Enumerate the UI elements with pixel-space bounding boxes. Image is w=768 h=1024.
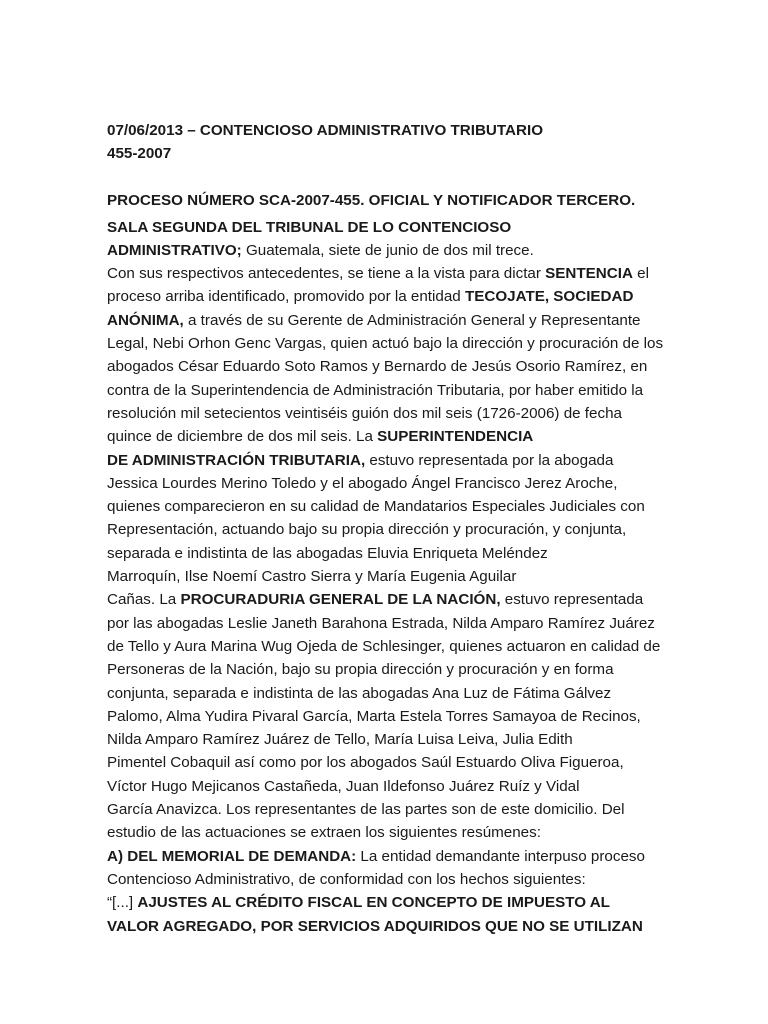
paragraph-line: Pimentel Cobaquil así como por los abogados Saúl Estuardo Oliva Figueroa, — [107, 754, 624, 772]
text-run: Con sus respectivos antecedentes, se tiene a la vista para dictar — [107, 265, 546, 283]
text-run: a través de su Gerente de Administración General y Representante — [183, 311, 641, 329]
paragraph-line: contra de la Superintendencia de Administración Tributaria, por haber emitido la — [107, 381, 644, 399]
text-run: quince de diciembre de dos mil seis. La — [107, 428, 378, 446]
paragraph-line: SALA SEGUNDA DEL TRIBUNAL DE LO CONTENCIOSO — [107, 218, 512, 236]
paragraph-line: resolución mil setecientos veintiséis guión dos mil seis (1726-2006) de fecha — [107, 404, 622, 422]
bold-run: DE ADMINISTRACIÓN TRIBUTARIA, — [107, 451, 366, 469]
paragraph-line: Personeras de la Nación, bajo su propia dirección y procuración y en forma — [107, 661, 614, 679]
text-run: Cañas. La — [107, 591, 181, 609]
bold-run: ADMINISTRATIVO; — [107, 241, 242, 259]
case-number: 455-2007 — [107, 145, 172, 163]
paragraph-line: Contencioso Administrativo, de conformidad con los hechos siguientes: — [107, 870, 586, 888]
paragraph-line — [107, 891, 687, 914]
paragraph-line — [107, 309, 687, 332]
paragraph-line — [107, 239, 687, 262]
paragraph-line: VALOR AGREGADO, POR SERVICIOS ADQUIRIDOS QUE NO SE UTILIZAN — [107, 917, 643, 935]
paragraph-line — [107, 449, 687, 472]
text-run: La entidad demandante interpuso proceso — [356, 847, 645, 865]
paragraph-line: PROCESO NÚMERO SCA-2007-455. OFICIAL Y NOTIFICADOR TERCERO. — [107, 191, 636, 209]
text-run: “[...] — [107, 894, 138, 912]
paragraph-line: abogados César Eduardo Soto Ramos y Bernardo de Jesús Osorio Ramírez, en — [107, 358, 648, 376]
paragraph-line: quienes comparecieron en su calidad de Mandatarios Especiales Judiciales con — [107, 498, 645, 516]
paragraph-line: conjunta, separada e indistinta de las abogadas Ana Luz de Fátima Gálvez — [107, 684, 612, 702]
paragraph-line: Nilda Amparo Ramírez Juárez de Tello, María Luisa Leiva, Julia Edith — [107, 731, 573, 749]
paragraph-line: separada e indistinta de las abogadas Eluvia Enriqueta Meléndez — [107, 544, 548, 562]
text-run: estuvo representada por la abogada — [365, 451, 614, 469]
paragraph-line — [107, 285, 687, 308]
text-run: el — [632, 265, 649, 283]
bold-run: SUPERINTENDENCIA — [377, 428, 534, 446]
document-page — [107, 119, 687, 938]
text-run: proceso arriba identificado, promovido por la entidad — [107, 288, 465, 306]
text-run: Guatemala, siete de junio de dos mil trece. — [241, 241, 534, 259]
paragraph-line — [107, 262, 687, 285]
text-run: estuvo representada — [500, 591, 644, 609]
paragraph-line: Marroquín, Ilse Noemí Castro Sierra y María Eugenia Aguilar — [107, 568, 517, 586]
paragraph-line — [107, 588, 687, 611]
bold-run: ANÓNIMA, — [107, 311, 184, 329]
bold-run: TECOJATE, SOCIEDAD — [464, 288, 634, 306]
paragraph-line: Legal, Nebi Orhon Genc Vargas, quien actuó bajo la dirección y procuración de los — [107, 335, 664, 353]
paragraph-line: por las abogadas Leslie Janeth Barahona Estrada, Nilda Amparo Ramírez Juárez — [107, 614, 655, 632]
bold-run: SENTENCIA — [545, 265, 633, 283]
blank-line — [107, 166, 687, 189]
paragraph-line — [107, 425, 687, 448]
paragraph-line: de Tello y Aura Marina Wug Ojeda de Schlesinger, quienes actuaron en calidad de — [107, 637, 661, 655]
paragraph-line: Víctor Hugo Mejicanos Castañeda, Juan Ildefonso Juárez Ruíz y Vidal — [107, 777, 580, 795]
paragraph-line: Palomo, Alma Yudira Pivaral García, Marta Estela Torres Samayoa de Recinos, — [107, 707, 641, 725]
bold-run: A) DEL MEMORIAL DE DEMANDA: — [107, 847, 357, 865]
bold-run: PROCURADURIA GENERAL DE LA NACIÓN, — [180, 591, 501, 609]
paragraph-line — [107, 845, 687, 868]
paragraph-line: estudio de las actuaciones se extraen los siguientes resúmenes: — [107, 824, 541, 842]
paragraph-line: García Anavizca. Los representantes de las partes son de este domicilio. Del — [107, 801, 625, 819]
bold-run: AJUSTES AL CRÉDITO FISCAL EN CONCEPTO DE IMPUESTO AL — [137, 894, 610, 912]
paragraph-line: Representación, actuando bajo su propia dirección y procuración, y conjunta, — [107, 521, 627, 539]
paragraph-line: Jessica Lourdes Merino Toledo y el abogado Ángel Francisco Jerez Aroche, — [107, 474, 618, 492]
document-date-title: 07/06/2013 – CONTENCIOSO ADMINISTRATIVO TRIBUTARIO — [107, 122, 544, 139]
